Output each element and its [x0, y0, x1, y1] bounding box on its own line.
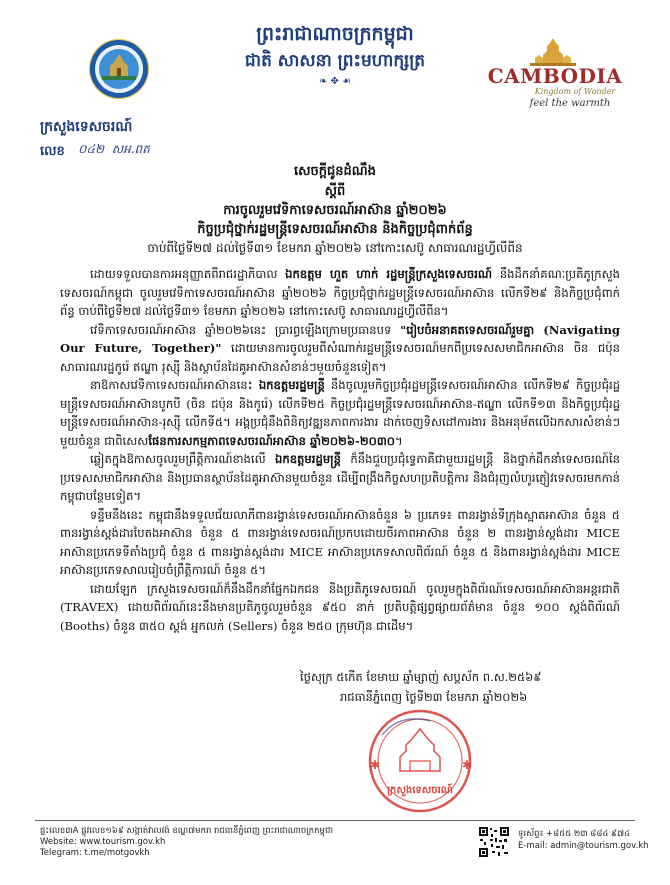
footer-address: ផ្ទះលេខ៣A ផ្លូវលេខ១៦៩ សង្កាត់វាលវង់ ខណ្ឌ៧មករា រាជធានីភ្នំពេញ ព្រះរាជាណាចក្រកម្ពុជា — [40, 826, 334, 836]
title-regarding: ស្តីពី — [324, 184, 346, 199]
announcement-body — [60, 265, 620, 635]
ornament-divider: ❧ ✥ ☙ — [318, 76, 352, 87]
footer-phone: ទូរស័ព្ទ៖ +៨៥៥ ២៣ ៨៨៤ ៩៧៤ — [518, 829, 631, 839]
paragraph-1: ដោយទទួលបានការអនុញ្ញាតពីរាជរដ្ឋាភិបាល ឯកឧត្តម ហួត ហាក់ រដ្ឋមន្ត្រីក្រសួងទេសចរណ៍ នឹងដឹកនាំគណៈប្រតិភូក្រសួងទេសចរណ៍កម្ពុជា ចូលរួមវេទិកាទេសចរណ៍អាស៊ាន ឆ្នាំ២០២៦ កិច្ចប្រជុំថ្នាក់រដ្ឋមន្ត្រីទេសចរណ៍អាស៊ាន លើកទី២៩ និងកិច្ចប្រជុំពាក់ព័ន្ធ ចាប់ពីថ្ងៃទី២៧ ដល់ថ្ងៃទី៣១ ខែមករា ឆ្នាំ២០២៦ នៅកោះសេប៊ូ សាធារណរដ្ឋហ្វីលីពីន។ — [60, 267, 620, 318]
reference-label: លេខ — [40, 144, 65, 159]
brand-tagline: Kingdom of Wonder — [534, 87, 616, 96]
brand-wordmark: CAMBODIA — [487, 64, 623, 88]
lunar-date: ថ្ងៃសុក្រ ៥កើត ខែមាឃ ឆ្នាំម្សាញ់ សប្តស័ក ព.ស.២៥៦៩ — [300, 670, 542, 684]
angkor-temple-icon — [480, 38, 630, 66]
paragraph-3: នាឱកាសវេទិកាទេសចរណ៍អាស៊ាននេះ ឯកឧត្តមរដ្ឋមន្ត្រី នឹងចូលរួមកិច្ចប្រជុំរដ្ឋមន្ត្រីទេសចរណ៍អាស៊ាន លើកទី២៩ កិច្ចប្រជុំរដ្ឋមន្ត្រីទេសចរណ៍អាស៊ានបូកបី (ចិន ជប៉ុន និងកូរ៉េ) លើកទី២៥ កិច្ចប្រជុំរដ្ឋមន្ត្រីទេសចរណ៍អាស៊ាន-ឥណ្ឌា លើកទី១៣ និងកិច្ចប្រជុំរដ្ឋមន្ត្រីទេសចរណ៍អាស៊ាន-រុស្ស៊ី លើកទី៥។ អង្គប្រជុំនឹងពិនិត្យវឌ្ឍនភាពការងារ ដាក់ចេញទិសដៅការងារ និងអនុម័តលើឯកសារសំខាន់ៗមួយចំនួន ជាពិសេសផែនការសកម្មភាពទេសចរណ៍អាស៊ាន ឆ្នាំ២០២៦-២០៣០។ — [60, 378, 620, 448]
ministry-name: ក្រសួងទេសចរណ៍ — [40, 119, 133, 135]
paragraph-4: ឆ្លៀតក្នុងឱកាសចូលរួមព្រឹត្តិការណ៍ខាងលើ ឯកឧត្តមរដ្ឋមន្ត្រី ក៏នឹងជួបប្រជុំទ្វេភាគីជាមួយរដ្ឋមន្ត្រី និងថ្នាក់ដឹកនាំទេសចរណ៍នៃប្រទេសសមាជិកអាស៊ាន និងប្រធានស្ថាប័នដៃគូអាស៊ានមួយចំនួន ដើម្បីពង្រឹងកិច្ចសហប្រតិបត្តិការ និងជំរុញលំហូរភ្ញៀវទេសចរមកកាន់កម្ពុជាបន្ថែមទៀត។ — [60, 452, 620, 503]
title-dates-venue: ចាប់ពីថ្ងៃទី២៧ ដល់ថ្ងៃទី៣១ ខែមករា ឆ្នាំ២០២៦ នៅកោះសេប៊ូ សាធារណរដ្ឋហ្វីលីពីន — [147, 241, 523, 255]
footer-contact-left — [40, 826, 333, 859]
title-meetings: កិច្ចប្រជុំថ្នាក់រដ្ឋមន្ត្រីទេសចរណ៍អាស៊ាន និងកិច្ចប្រជុំពាក់ព័ន្ធ — [197, 222, 473, 237]
ministry-seal-stamp — [340, 705, 500, 815]
svg-text:✱: ✱ — [462, 758, 473, 772]
title-subject: ការចូលរួមវេទិកាទេសចរណ៍អាស៊ាន ឆ្នាំ២០២៦ — [223, 203, 447, 218]
document-title: សេចក្តីជូនដំណឹង — [294, 164, 376, 179]
paragraph-6: ដោយឡែក ក្រសួងទេសចរណ៍ក៏នឹងដឹកនាំផ្នែកឯកជន និងប្រតិភូទេសចរណ៍ ចូលរួមក្នុងពិព័រណ៍ទេសចរណ៍អាស៊ានអន្តរជាតិ (TRAVEX) ដោយពិព័រណ៍នេះនឹងមានប្រតិភូចូលរួមចំនួន ៩៥០ នាក់ ប្រតិបត្តិផ្សព្វផ្សាយព័ត៌មាន ចំនួន ១០០ ស្តង់ពិព័រណ៍ (Booths) ចំនួន ៣៥០ ស្តង់ អ្នកលក់ (Sellers) ចំនួន ២៥០ ក្រុមហ៊ុន ជាដើម។ — [60, 581, 620, 633]
footer-telegram: Telegram: t.me/motgovkh — [40, 848, 150, 858]
kingdom-heading: ព្រះរាជាណាចក្រកម្ពុជា — [256, 23, 414, 45]
svg-text:✱: ✱ — [370, 758, 381, 772]
paragraph-5: ទន្ទឹមនឹងនេះ កម្ពុជានឹងទទួលជ័យលាភីពានរង្វាន់ទេសចរណ៍អាស៊ានចំនួន ៦ ប្រភេទ៖ ពានរង្វាន់ទីក្រុងស្អាតអាស៊ាន ចំនួន ៥ ពានរង្វាន់ស្តង់ដារបៃតងអាស៊ាន ចំនួន ៥ ពានរង្វាន់ទេសចរណ៍ប្រកបដោយចីរភាពអាស៊ាន ចំនួន ២ ពានរង្វាន់ស្តង់ដារ MICE អាស៊ានប្រភេទទីតាំងប្រជុំ ចំនួន ៥ ពានរង្វាន់ស្តង់ដារ MICE អាស៊ានប្រភេទសាលពិព័រណ៍ ចំនួន ៥ និងពានរង្វាន់ស្តង់ដារ MICE អាស៊ានប្រភេទសាលរៀបចំព្រឹត្តិការណ៍ ចំនួន ៥។ — [60, 507, 620, 577]
footer-contact-right — [518, 828, 649, 852]
footer-email: E-mail: admin@tourism.gov.kh — [518, 841, 649, 851]
cambodia-brand-logo — [480, 38, 630, 118]
solar-date: រាជធានីភ្នំពេញ ថ្ងៃទី២៣ ខែមករា ឆ្នាំ២០២៦ — [340, 690, 528, 704]
national-motto: ជាតិ សាសនា ព្រះមហាក្សត្រ — [244, 51, 426, 71]
brand-slogan: feel the warmth — [529, 98, 611, 109]
footer-website: Website: www.tourism.gov.kh — [40, 837, 166, 847]
footer-divider — [35, 820, 635, 821]
seal-text: ក្រសួងទេសចរណ៍ — [387, 785, 453, 796]
paragraph-2: វេទិកាទេសចរណ៍អាស៊ាន ឆ្នាំ២០២៦នេះ ប្រារព្ធឡើងក្រោមប្រធានបទ "រៀបចំអនាគតទេសចរណ៍រួមគ្នា (Navigating Our Future, Together)" ដោយមានការចូលរួមពីសំណាក់រដ្ឋមន្ត្រីទេសចរណ៍មកពីប្រទេសសមាជិកអាស៊ាន ចិន ជប៉ុន សាធារណរដ្ឋកូរ៉េ ឥណ្ឌា រុស្ស៊ី និងស្ថាប័នដៃគូអាស៊ានសំខាន់ៗមួយចំនួនទៀត។ — [60, 322, 620, 374]
ministry-of-tourism-logo — [88, 38, 150, 100]
reference-number: ០៤២ ​ សអ.ពត — [78, 142, 150, 156]
qr-code-icon — [478, 826, 510, 858]
